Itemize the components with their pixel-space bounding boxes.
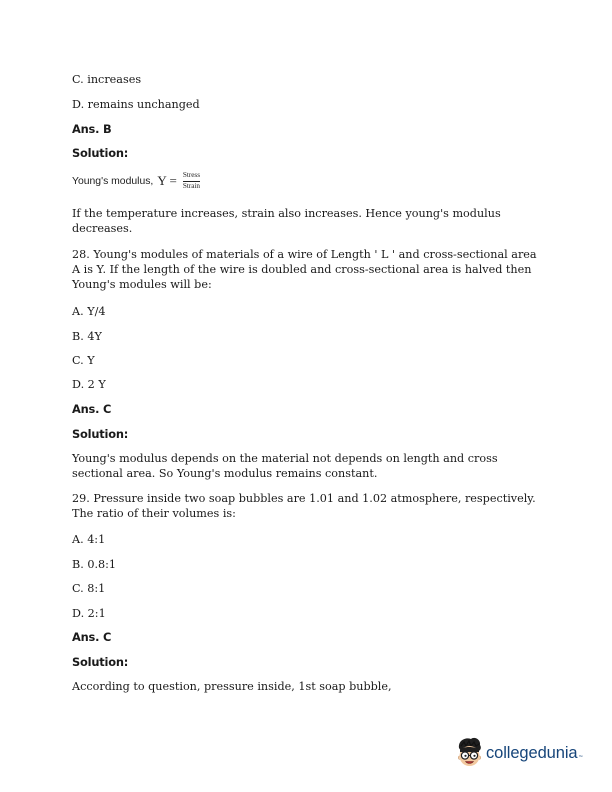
formula-prefix: Young's modulus, (72, 175, 154, 187)
q28-option-c: C. Y (72, 354, 95, 367)
formula-fraction (183, 171, 200, 191)
fraction-numerator: Stress (182, 171, 201, 179)
q28-option-a: A. Y/4 (72, 305, 106, 318)
q29-option-d: D. 2:1 (72, 607, 106, 620)
logo-wordmark: collegedunia (486, 743, 578, 762)
q28-option-b: B. 4Y (72, 330, 102, 343)
collegedunia-logo (454, 736, 582, 770)
q28-option-d: D. 2 Y (72, 378, 106, 391)
q28-answer: Ans. C (72, 402, 112, 416)
q27-explanation: If the temperature increases, strain also increases. Hence young's modulus decreases. (72, 207, 501, 235)
q29-option-b: B. 0.8:1 (72, 558, 117, 571)
q28-explanation: Young's modulus depends on the material not depends on length and cross sectional area. So Young's modulus remains constant. (72, 452, 498, 480)
q29-answer: Ans. C (72, 630, 112, 644)
formula-symbol: Y = (157, 173, 177, 188)
q29-option-a: A. 4:1 (72, 533, 106, 546)
q27-option-d: D. remains unchanged (72, 98, 200, 111)
q29-option-c: C. 8:1 (72, 582, 106, 595)
q27-answer: Ans. B (72, 122, 112, 136)
q29-solution-label: Solution: (72, 655, 129, 669)
fraction-denominator: Strain (182, 182, 200, 190)
q28-question: 28. Young's modules of materials of a wire of Length ' L ' and cross-sectional area A is Y. If the length of the wire is doubled and cross-sectional area is halved then Young's modules will be: (72, 248, 537, 291)
q29-explanation: According to question, pressure inside, 1st soap bubble, (72, 680, 392, 693)
q27-solution-label: Solution: (72, 146, 129, 160)
logo-trademark: ™ (578, 753, 583, 759)
q29-question: 29. Pressure inside two soap bubbles are 1.01 and 1.02 atmosphere, respectively. The ratio of their volumes is: (72, 492, 536, 520)
mascot-icon (454, 736, 484, 770)
q27-option-c: C. increases (72, 73, 142, 86)
youngs-modulus-formula (72, 169, 200, 193)
q28-solution-label: Solution: (72, 427, 129, 441)
